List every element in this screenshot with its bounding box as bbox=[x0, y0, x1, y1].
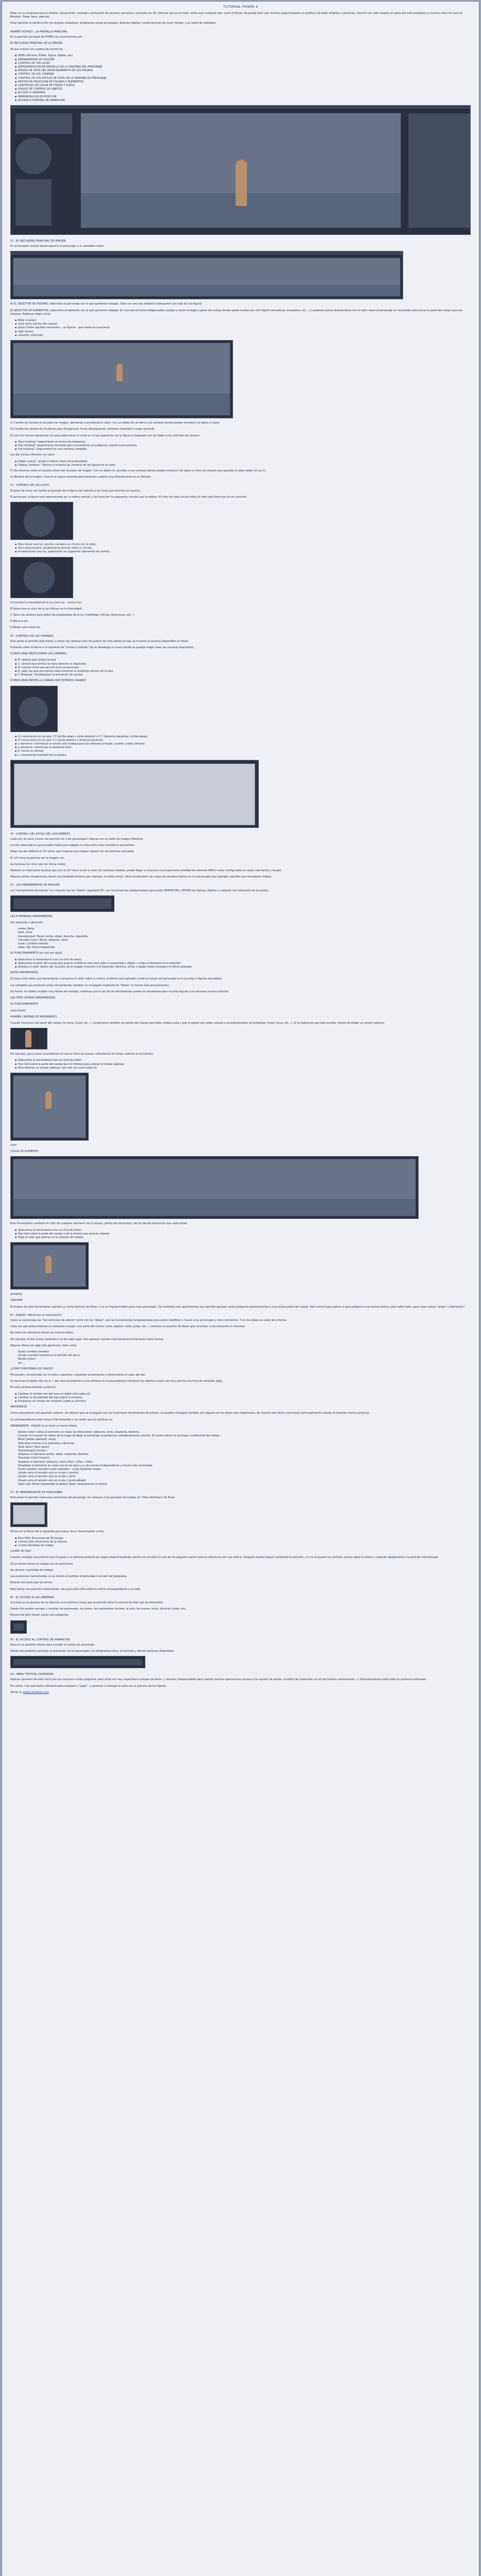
list-item: ▪ Para seleccionarla, simplemente pinchar sobre su círculo. bbox=[15, 547, 471, 550]
lights-text: D Borra la luz. bbox=[10, 620, 29, 623]
list-item: ▪ Selecciona la herramienta (con un click de ratón) bbox=[15, 958, 471, 962]
intro-paragraph-2: Poser permite la construcción de escenas completas, empleando varios personajes, diversos objetos, combinaciones de luces, fondos, y un estilo de utilidades. bbox=[10, 22, 217, 25]
memory-text: De la misma forma se trabaja con las posiciones bbox=[10, 1562, 73, 1566]
image-frame-text: En el recuadro central donde aparece el personaje, o si, alrededor estan: bbox=[10, 245, 105, 248]
screenshot-color-tool bbox=[10, 1156, 419, 1219]
screenshot-light-sphere bbox=[23, 505, 55, 537]
image-frame-text: G) Nombre de la imagen: (usa en la fuerza valorada precisamente o abierto una directamente en su librería). bbox=[10, 476, 152, 479]
screenshot-dials-panel bbox=[408, 113, 471, 228]
image-frame-text: D) Cambio los colores de 10 planos para (foreground, fondo (background), sombras (shadows) o suelo (ground) bbox=[10, 428, 155, 431]
dial-options-list bbox=[10, 1393, 471, 1404]
editing-tools-text: Cuando movemos una parte del cuerpo (la mano, el pie, etc...), arrastramos también las partes del cuerpo que están unidas a ella y que la siguen por orden natural o encadenamiento (el antebrazo, brazo, torso, etc...). Si no queremos que esto suceda, hemos de añadir un rompe cadenas. bbox=[10, 1021, 385, 1025]
list-item: ▪ H: movimiento en los ejes X Z (atrás-delante y derecha-izquierda) bbox=[15, 739, 471, 742]
screenshot-color-picker bbox=[10, 1242, 89, 1290]
screenshot-camera-controls bbox=[10, 686, 58, 732]
list-item: ▪ MODOS DE VISTA DEL DESPLAZAMIENTO DE LAS FIGURAS bbox=[15, 69, 471, 73]
list-item: xScale varía el tamaño solo en el eje x (ancho) bbox=[18, 1471, 79, 1475]
list-item: ▪ C: cámara que enfoca la mano derecha (o izquierda) bbox=[15, 663, 471, 666]
list-item: ▪ cameras (cámaras) bbox=[15, 334, 471, 337]
screenshot-tab bbox=[13, 1623, 24, 1631]
list-item: Translate in/out (mover): bbox=[18, 1456, 50, 1460]
editing-tools-list bbox=[10, 927, 471, 950]
screenshot-figure bbox=[45, 1091, 52, 1109]
memory-text: Para borrar una posición memorizada, solo pulsa Alt+click sobre la esfera correspondiente y ya está. bbox=[10, 1587, 141, 1591]
screenshot-poser-interface bbox=[10, 105, 471, 235]
section-heading-lights: 2º.- CONTROL DE LAS LUCES bbox=[10, 484, 49, 487]
memory-text: Las posiciones memorizadas no se borran al cambiar el personaje ni al salir del programa. bbox=[10, 1575, 127, 1579]
list-item: ▪ J: aumenta o disminuye la distancia focal bbox=[15, 746, 471, 750]
list-item: twist: Girar bbox=[18, 931, 32, 935]
memory-text: ¿COMO SE USA? bbox=[10, 1550, 31, 1553]
section-heading-editing-tools: 5º.- LAS HERRAMIENTAS DE EDICION bbox=[10, 884, 60, 887]
screenshot-view bbox=[13, 1075, 86, 1138]
generic-dials-list bbox=[10, 1350, 471, 1365]
list-item: xScale (cambiar tamaño en el sentido del eje x) bbox=[18, 1354, 80, 1358]
element-selector-list bbox=[10, 319, 471, 337]
lights-text: B Selecciona el color de la luz (influye en la intensidad). bbox=[10, 607, 83, 611]
list-item: ▪ Fast tracking" (seguimiento simulado para movimientos en polígonos cuando la encuentran, bbox=[15, 444, 471, 448]
list-item: ▪ HERRAMIENTAS DE EDICION bbox=[15, 58, 471, 62]
screenshot-chain-break-view bbox=[10, 1073, 89, 1141]
screenshot-floor bbox=[13, 394, 230, 415]
screenshot-figure bbox=[45, 1256, 52, 1273]
dials-text: Cada vez que seleccionamos un elemento (cuerpo, una parte del mismo, luces, objetos, suelo, props, etc...) veremos el conjunto de diales que controlan a ese elemento en concreto. bbox=[10, 1325, 246, 1329]
memory-text: Pincha en la flecha de la izquierda para pasar de un memorizador a otro. bbox=[10, 1530, 105, 1534]
lights-text: A Controla la intensidad de la luz (mas luz - menos luz). bbox=[10, 601, 82, 604]
memory-text: Este panel te permite memorizar posiciones del personaje, las cámaras y las pantallas de trabajo (lo "View Interface") de Poser. bbox=[10, 1496, 176, 1500]
list-item: ▪ Establecer los límites de variación (sobre el primero) bbox=[15, 1400, 471, 1403]
list-item: ▪ light (luces) bbox=[15, 330, 471, 334]
dials-text: No todos los elementos tienen los mismos diales. bbox=[10, 1331, 74, 1335]
list-item: ▪ Cambiar el nombre del dial (con un doble click sobre el) bbox=[15, 1393, 471, 1396]
document-style-text: las texturas tal como van (en forma malla). bbox=[10, 862, 67, 866]
screenshot-frame-view bbox=[13, 258, 401, 297]
list-item: ▪ Al seleccionar una luz, aparecerán los siguientes elementos de control : bbox=[15, 550, 471, 554]
screenshot-figure bbox=[236, 160, 247, 206]
list-item: ▪ Camara Asks Posiciones de la Cámara bbox=[15, 1540, 471, 1544]
screenshot-view bbox=[13, 1159, 416, 1216]
list-item: ▪ EDALES DE CONTROL DE OBJETOS bbox=[15, 88, 471, 91]
list-item: ▪ ACCESO A CONTROL DE ANIMACION bbox=[15, 99, 471, 103]
menu-text: Algunas opciones de este menú son los comunes a todo programa, pero otras son muy especiales o propias de Poser, y resultan indispensables para realizar muchas operaciones (acceso a los ajustes de render, al editor de materiales, al uso de fuentes, animaciones...). Profundizaremos sobre ellas en próximos tutoriales. bbox=[10, 1678, 427, 1682]
screenshot-menubar bbox=[11, 106, 470, 110]
image-frame-text: Los dos iconos inferiores son para: bbox=[10, 453, 55, 457]
section-heading-main-screen: PRIMER VISTAZO : LA PANTALLA PRINCIPAL bbox=[10, 30, 68, 33]
image-frame-text: E) Con tres iconos representa con para seleccionar el modo en el que queremos ver la figura al desplazar con los diales a los controles de cámara: bbox=[10, 434, 200, 437]
editing-tools-text: NOTAS IMPORTANTES: bbox=[10, 971, 39, 975]
editing-tools-text: Esta herramienta cambiará el color de cualquier elemento de la escena, partes del personaje y de los demás elementos que selecciones. bbox=[10, 1222, 188, 1226]
dials-text: IMPORTANTE: bbox=[10, 1405, 28, 1409]
editing-tools-text: SU FUNCIONAMIENTO (es casi por igual) bbox=[10, 952, 62, 955]
list-item: Rotate (rotar) indica el elemento en todas las direcciones: adelante, atrás, izquierda, derecha. bbox=[18, 1431, 140, 1434]
screenshot-element-selector bbox=[10, 340, 233, 418]
screenshot-selector-view bbox=[13, 343, 230, 416]
list-item: ▪ MENU (Archivo, Editar, Figura, Objeto, etc) bbox=[15, 54, 471, 58]
main-screen-text: EL RECUADRO PRINCIPAL DE LA IMAGEN bbox=[10, 42, 63, 45]
list-item: Scale (cambiar tamaño) scale (cambiar) - scale haciéndo mayor. bbox=[18, 1468, 102, 1471]
editing-tools-text: grouping bbox=[10, 1293, 22, 1296]
list-item: ▪ Full tracking" (seguimiento en una ventana completa. bbox=[15, 448, 471, 451]
list-item: ▪ Display shadows": Elimina o muestra las sombras de las figuras en el suelo. bbox=[15, 464, 471, 467]
screenshot-figure bbox=[25, 1030, 31, 1047]
list-item: ▪ E: cada vez que pinchamos seleccionamos la siguiente cámara de la lista bbox=[15, 670, 471, 673]
dials-text: Como se comentaba las "herramientas de edición" junto con los "diales", son las herramientas fundamentales para poder modificar y mover a los personajes y otros elementos. Y sin los diales se verán de la forma. bbox=[10, 1318, 287, 1322]
list-item: Desplazar el elemento en cada una de los ejes x,y,z de manera independiente y mucho más controlada bbox=[18, 1464, 153, 1467]
list-item: desplaza el elemento arriba, abajo, izquierda, derecha bbox=[18, 1453, 89, 1456]
library-text: Si pulsas en la pestaña de las librerías se te abrirá el menú que te permite llenar la escena de todo tipo de elementos. bbox=[10, 1601, 164, 1604]
editing-tools-text: Las "herramientas de edición" en conjunto con los "diales" (apartado 6º), son herramientas indispensables para poder MODIFICAR y MOVER las figuras, objetos y cualquier otro elemento de la escena. bbox=[10, 889, 269, 892]
list-item: ▪ G: movimiento en los ejes Y Z (arriba-abajo y atrás-delante) o X Y (derecha-izquierda y arriba-abajo) bbox=[15, 735, 471, 739]
animation-text: Desde ella podemos controlar la animación de los personajes, los fotogramas clave, la duración y demás opciones disponibles. bbox=[10, 1649, 175, 1653]
list-item: ▪ CONTROL DE LAS CAMARAS bbox=[15, 73, 471, 76]
list-item: Twist (girar) Twist (girar) bbox=[18, 1445, 49, 1449]
list-item: taper: Dar forma trapezoidal bbox=[18, 946, 55, 950]
section-heading-image-frame: 1º.- EL RECUADRO PRINCIPAL DE IMAGEN bbox=[10, 240, 66, 243]
section-heading-cameras: 3º.- CONTROL DE LAS CAMARAS bbox=[10, 634, 54, 638]
list-item: ▪ Selecciona la parte del cuerpo que quieras modificar (has click sobre el personaje o objeto, o elige el elemento en el selector) bbox=[15, 962, 471, 965]
screenshot-light-sphere bbox=[23, 562, 55, 594]
image-frame-text: A) EL SELECTOR DE FIGURAS, selecciona el personaje con lo que queremos trabajar. (Solo con sera de utilidad si trabajamos con más de una figura) bbox=[10, 302, 202, 306]
screenshot-figure bbox=[117, 364, 123, 381]
editing-tools-text: AGRUPAR bbox=[10, 1299, 23, 1302]
document-style-text: Poser usa por defecto el 12º icono, que muestra una imagen natural con las texturas asociadas. bbox=[10, 850, 135, 854]
editing-tools-text: COLOR DE ELEMENTO bbox=[10, 1150, 39, 1154]
list-item: ▪ body parts (partes del cuerpo) bbox=[15, 323, 471, 326]
list-item: ▪ Selecciona la herramienta (con un click de ratón) bbox=[15, 1229, 471, 1232]
list-item: Bend (doblar adelante, atras) bbox=[18, 1438, 56, 1442]
screenshot-image-frame bbox=[10, 251, 403, 299]
menu-text: Por ahora, creo que basta suficiente para empezar a "jugar", y aprender a manejar la vista con la práctica de tus figuras. bbox=[10, 1684, 167, 1688]
back-link-label: Volver al: bbox=[10, 1690, 23, 1694]
screenshot-animation-tab bbox=[10, 1656, 145, 1668]
document-body bbox=[2, 9, 479, 1694]
document-page bbox=[2, 1, 479, 2576]
list-item: desplaza el elemento adelante, atrás xTran / yTran / zTran bbox=[18, 1460, 93, 1464]
camera-icon-list bbox=[10, 658, 471, 677]
list-item: ▪ props (todos aquellos elementos - no figuras - que existe en la escena) bbox=[15, 326, 471, 330]
list-item: translate in/out: Mover adelante, atrás bbox=[18, 938, 68, 942]
list-item: Rotate (rotar) bbox=[18, 1358, 36, 1361]
screenshot-frame-bar bbox=[11, 251, 403, 256]
library-text: Muchos de ellos tienen varias sub-categorías. bbox=[10, 1614, 70, 1617]
screenshot-tool-icons bbox=[13, 898, 112, 909]
screenshot-tools-panel bbox=[15, 113, 73, 134]
dials-text: En esta ventana también podemos: bbox=[10, 1386, 57, 1389]
animation-text: Pulsa en la pestaña inferior para acceder al control de animación. bbox=[10, 1643, 95, 1647]
screenshot-camera-dial bbox=[19, 697, 48, 726]
list-item: ▪ Elige el color que quieras en la ventana de colores bbox=[15, 1236, 471, 1240]
screenshot-floor bbox=[13, 1199, 416, 1216]
section-heading-document-style: 4º.- CONTROL DEL ESTILO DEL DOCUMENTO bbox=[10, 832, 70, 836]
list-item: ▪ Para mover una luz, pincha y arrastra su círculo con el ratón. bbox=[15, 543, 471, 547]
list-item: zScale varía el tamaño solo en el eje z (profundidad) bbox=[18, 1479, 86, 1482]
library-text: Desde ella puedes escoger y cambiar los personajes, sus poses, las expresiones faciales, el pelo, las manos, luces, cámaras, props, etc... bbox=[10, 1607, 188, 1611]
dials-text: HERRAMIENTA - DIALES (a un favor el mismo efecto bbox=[10, 1424, 77, 1428]
screenshot-memory-panel bbox=[13, 1505, 45, 1524]
list-item: etc..... bbox=[18, 1361, 26, 1365]
dials-text: Como necesitamos del apartado anterior, los efectos que se consiguen con las 6 primeras herramientas de edición, se pueden conseguir también con algunos de los diales más importantes, de manera más fácil y controlada (principalmente cuando se tenemos mucha práctica). bbox=[10, 1412, 370, 1415]
camera-move-list bbox=[10, 735, 471, 757]
lights-text: C Abre una ventana para editar las propiedades de la luz (visibilidad, infinita, direccional, etc...) bbox=[10, 613, 134, 617]
chain-break-steps bbox=[10, 1059, 471, 1070]
lights-text: El personaje, la figura está representada por la esfera central, y las luces por los pequeños circulos que la rodean. El color de cada circulo indica el color que tiene esa luz en concreto. bbox=[10, 495, 247, 499]
list-item: ▪ Arrastra el ratón dentro del recuadro de la imagen (moverlo a la izquierda, derecha, arriba o abajo) hasta conseguir el efecto deseado. bbox=[15, 965, 471, 969]
list-item: ▪ Body (cuerpo) bbox=[15, 319, 471, 323]
editing-tools-text: SU FUNCIONAMIENTO bbox=[10, 1003, 39, 1006]
list-item: Scale (cambiar tamaño) bbox=[18, 1350, 49, 1353]
screenshot-light-panel bbox=[15, 138, 52, 175]
list-item: ▪ Toon tracking" (seguimiento en forma de polígonos), bbox=[15, 440, 471, 444]
memory-list bbox=[10, 1537, 471, 1548]
list-item: Side-Side (inclinar a la izquierda y derecha) bbox=[18, 1442, 74, 1445]
list-item: ▪ Para eliminar un rompe cadenas, haz click de nuevo sobre él. bbox=[15, 1066, 471, 1070]
cameras-text: Pulsando sobre la flecha a la izquierda de "Camera Controls" (A) se despliega un menú donde se pueden elegir todas las cámaras disponibles. bbox=[10, 646, 194, 649]
list-item: yScale varía el tamaño solo en el eje y (alto) bbox=[18, 1475, 76, 1479]
list-item: ▪ L: movimiento trackball de la cámara bbox=[15, 754, 471, 757]
editing-tools-text: Si haces click sobre una herramienta, y arrastras el ratón sobre la misma, el efecto será aplicado a todo el cuerpo del personaje (o a sus props o figuras asociadas). bbox=[10, 977, 223, 981]
list-item: ▪ ACCESO A LIBRERIAS bbox=[15, 91, 471, 95]
document-style-text: Algunos estilos simplemente tienen una finalidad artística (por ejemplo, el estilo comic). Otros te permiten ver mejor los cambios hechos en los personajes (por ejemplo, aquellos que incorporan mallas). bbox=[10, 875, 272, 879]
lights-text: El panel de luces nos facilita la posición de la figura con relación a las luces que tenemos en escena. bbox=[10, 489, 141, 493]
screenshot-style-icons bbox=[14, 764, 255, 825]
screenshot-chain-break bbox=[10, 1028, 47, 1049]
list-item: ▪ RESTOS DE SELECCION DE FIGURAS Y ELEMENTOS bbox=[15, 80, 471, 84]
screenshot-floor bbox=[13, 285, 400, 296]
list-item: ▪ Haz click sobre la parte del cuerpo o de la escena que quieras colorear bbox=[15, 1232, 471, 1236]
list-item: ▪ K: inclina la cámara bbox=[15, 750, 471, 753]
list-item: ▪ CONTROL DE LAS LUCES bbox=[15, 62, 471, 65]
intro-paragraph-1: Poser es un programa para el diseño, composición, montaje y animación de escenas, personas y animales en 3D, diremos que es el mejor, antes que cualquier otro -como el Bryce. Se puede decir que muchos juegos basados en gráficos 3d están dirigidos a personas, muchos han sido creados en parte por este programa (y muchos otros los hace el Blender). Poser tiene, además... bbox=[10, 12, 462, 19]
document-style-text: Lo más adecuado es que prueben todos para adaptar la vista como más convede tu encuentres. bbox=[10, 844, 136, 848]
back-link[interactable]: poser.ultrahost.com bbox=[23, 1690, 49, 1694]
list-item: rotate: Rotar bbox=[18, 927, 35, 931]
editing-tools-text: LAS 6 PRIMERAS HERRAMIENTAS bbox=[10, 914, 53, 918]
list-item: Taper (dar forma trapezoidal al objeto) Taper: exactamente lo mismo. bbox=[18, 1482, 108, 1486]
list-item: ▪ CONTROLES DE COLOR DE FONDO Y SUELO bbox=[15, 84, 471, 88]
list-item: scale: Cambiar tamaño bbox=[18, 942, 48, 946]
cameras-text: Este panel te permite seleccionar y mover las cámaras (son los puntos de vista desde los que se muestra la escena) disponibles en Poser. bbox=[10, 639, 189, 643]
list-item: ▪ Haz click sobre la parte del cuerpo que te interese para colocar el rompe cadenas. bbox=[15, 1063, 471, 1066]
document-style-text: El 12º icono te permite ver la imagen con bbox=[10, 856, 64, 860]
screenshot-tab bbox=[13, 1658, 143, 1666]
main-screen-text: En la pantalla principal de POSER nos encontramos con: bbox=[10, 35, 83, 39]
editing-tools-text: color bbox=[10, 1143, 17, 1147]
screenshot-light-editor bbox=[10, 557, 73, 598]
lights-list bbox=[10, 543, 471, 554]
dials-text: ¿COMO FUNCIONAN LOS DIALES? bbox=[10, 1367, 54, 1370]
memory-text: Cuando consigas una posición que te guste y no quieras perderla por seguir experimentando, pincha con el ratón en uno de los agujeros vacíos (solo es referencia con una esfera). Después puedes seguir cambiando la posición, y si no te gustan los cambios, pulsas sobre la esfera y volverás rápidamente a la posición memorizada. bbox=[10, 1556, 439, 1560]
editing-tools-text: De hecho, los diales resultan muy fáciles de manejar, mientras que el uso de las herramientas puede ser desastroso para muchas figuras si no tenemos mucha práctica. bbox=[10, 990, 229, 993]
list-item: ▪ Depth cueing": añade el efecto visual de profundidad. bbox=[15, 460, 471, 464]
dials-text: Algunos diales son algo más genéricos, tales como: bbox=[10, 1344, 77, 1347]
list-item: ▪ REPRESENTACION EN PANTALLA DE LA VENTANA DEL PERSONAJE bbox=[15, 65, 471, 69]
list-item: ▪ D: cámara movil que gira en tomo al personaje bbox=[15, 666, 471, 670]
screenshot-library-tab bbox=[10, 1620, 27, 1634]
tool-dial-correspondence bbox=[10, 1431, 471, 1486]
list-item: ▪ CONTROL DE LOS ESTILOS DE VISTA DE LA VENTANA DE PERSONAJE bbox=[15, 77, 471, 80]
list-item: Cuando se mueven los diales así el fuego de Bajar al personaje se podremos verdaderamente extraño. El mismo efecto se consigue combinando dos diales : bbox=[18, 1434, 221, 1438]
image-frame-text: B) SELECTOR DE ELEMENTOS, selecciona el elemento con el que queremos trabajar. En una herramienta indispensable, porque a veces al elegir a parte del cuerpo donde queda ocultas por otro objeto (armaduras, brazaletes, etc...) y podemos pulsar directamente con el ratón sobre el personaje sin necesidad seleccionar la parte del cuerpo que nos interesa. Podemos elegir entre: bbox=[10, 309, 463, 316]
back-link-line bbox=[10, 1691, 471, 1694]
editing-tools-text: chain break bbox=[10, 1009, 26, 1012]
section-heading-menu: 10.- MENU TEXTUAL (SUPERIOR) bbox=[10, 1673, 54, 1676]
memory-text: de cámara y pantallas de trabajo. bbox=[10, 1568, 54, 1572]
tracking-mode-list bbox=[10, 440, 471, 452]
list-item: Translate/pull (mover): bbox=[18, 1449, 47, 1453]
list-item: ▪ F: Bloquear / Desbloquear la animación de escena bbox=[15, 673, 471, 677]
cameras-text: ICONOS PARA SELECCIONAR LAS CAMARAS: bbox=[10, 652, 67, 656]
screenshot-view bbox=[13, 1245, 86, 1287]
section-heading-animation: 9º.- EL ACCESO AL CONTROL DE ANIMACION bbox=[10, 1638, 70, 1641]
main-screen-list bbox=[10, 54, 471, 103]
list-item: ▪ MEMORIZACION DE POSICION bbox=[15, 95, 471, 99]
list-item: ▪ B: cámara que enfoca la cara bbox=[15, 658, 471, 662]
dials-text: Por ejemplo, el dial Grasp (sostener) o el de coger algo! sólo aparece cuando seleccionamos el elemento hand (mano). bbox=[10, 1337, 164, 1341]
editing-tools-text: El empleo de esta herramienta requiere un cierto dominio de Poser, y no es imprescindible para crear personajes. Da momento solo apuntaremos que permite agrupar varios polígonos pertenecientes a una misma parte del cuerpo. Esto servirá para aplicar a esos polígonos una misma textura, pero sobre todo, para crear nuevos "props" o elementos". bbox=[10, 1305, 466, 1309]
image-frame-text: F) Dos botones sobre el tamaño actual del recuadro de imagen. Con un doble clic accedes a una ventana donde puedes introducir los datos a mano (la relación que guardan la lados doble clic en C) bbox=[10, 469, 266, 472]
section-heading-library: 8º.- EL ACCESO A LAS LIBRERIAS bbox=[10, 1596, 55, 1599]
list-item: ▪ I: aumenta o disminuye la escala (solo trabaja para las cámaras principal, auxiliar y dolly cámara) bbox=[15, 742, 471, 746]
color-tool-steps bbox=[10, 1229, 471, 1240]
editing-tools-text: LAS TRES ULTIMAS HERRAMIENTAS bbox=[10, 996, 56, 1000]
editing-tools-text: Por ejemplo: para mover el antebrazo sin que el torso se mueva, colocaremos el rompe cadenas en el hombro. bbox=[10, 1053, 154, 1056]
section-heading-dials: 6º.- DIALES "diferentes al movimiento" bbox=[10, 1313, 62, 1317]
memory-text: Estarán ahí hasta que las borres. bbox=[10, 1581, 53, 1585]
image-frame-text: C) Cambio de tamaño al recuadro de imagen, afectando a amudando el ratón. Con un doble clic se abrira una ventana donde puedes introducir los datos a mano. bbox=[10, 421, 220, 425]
main-screen-text: de que indican los cuadros de control de: bbox=[10, 48, 64, 52]
document-title: TUTORIAL POSER 4 bbox=[223, 5, 258, 9]
editing-tools-text: ROMPER CADENAS DE MOVIMIENTO bbox=[10, 1015, 57, 1019]
editing-steps-list bbox=[10, 958, 471, 970]
list-item: translate/pull: Mover arriba, abajo, derecha, izquierda bbox=[18, 935, 88, 938]
list-item: ▪ Ui Asks Pantallas de trabajo bbox=[15, 1544, 471, 1548]
screenshot-light-controls bbox=[10, 502, 73, 540]
screenshot-editing-tools bbox=[10, 895, 114, 912]
dials-text: Si hacemos un doble click en el ↑ del valor accedemos a una ventana en la que podemos introducir los valores a mano (es muy preciso a la hora de necesitar algo). bbox=[10, 1380, 223, 1383]
list-item: ▪ Para Edits Posiciones del Personaje bbox=[15, 1537, 471, 1540]
screenshot-document-window bbox=[80, 113, 401, 228]
dials-text: Pinchando y arrastrando con el ratón a derecha o izquierda aumentamos o disminuimos el valor del dial. bbox=[10, 1373, 146, 1377]
document-style-text: Cada uno de estos iconos nos permite ver a los personajes o figuras con un estilo de imagen diferente. bbox=[10, 838, 144, 841]
document-style-text: También es importante recalcar que aun el 12º icono va de la vista con texturas malallas, puede llegar a consumir una importante cantidad de memoria RAM si estas configuradas te vayan más lentos y tengan. bbox=[10, 869, 283, 873]
list-item: ▪ Selecciona la herramienta (con un click de ratón) bbox=[15, 1059, 471, 1062]
list-item: ▪ Cambiar la sensibilidad del dial (sobre el primero) bbox=[15, 1396, 471, 1400]
dials-text: La correspondencia entre estas 6 herramientas y los diales que les atribuye es: bbox=[10, 1418, 113, 1421]
lights-text: E Añade una nueva luz. bbox=[10, 626, 41, 630]
display-option-list bbox=[10, 460, 471, 467]
screenshot-memory-dots bbox=[10, 1502, 47, 1527]
screenshot-display-styles bbox=[10, 760, 259, 828]
section-heading-memory: 7º.- EL MEMORIZADOR DE POSICIONES bbox=[10, 1491, 63, 1495]
editing-tools-text: Las variables que producen estas herramientas, también se consiguen mediante los "diales" (o mucho más precisamente). bbox=[10, 984, 170, 987]
screenshot-camera-panel bbox=[15, 179, 52, 226]
cameras-text: ICONOS PARA MOVER LA CAMARA QUE ESTEMOS USANDO bbox=[10, 679, 86, 683]
editing-tools-text: (De izquierda a derecha): bbox=[10, 921, 43, 925]
